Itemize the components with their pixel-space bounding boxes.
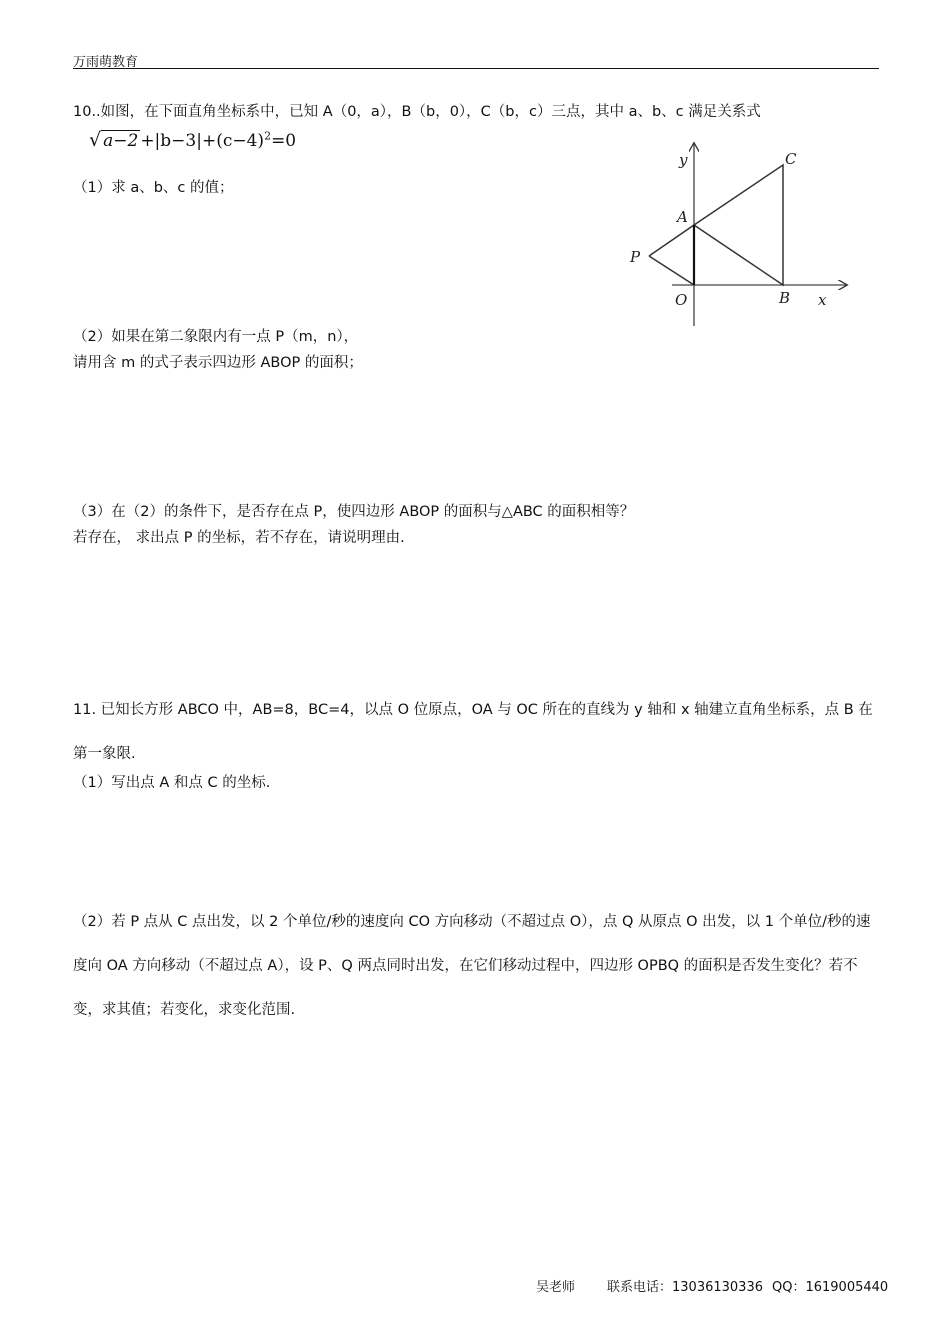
header-title: 万雨萌教育 xyxy=(73,55,139,70)
formula-equals: =0 xyxy=(271,131,297,151)
q10-coordinate-figure xyxy=(620,138,860,333)
label-c: C xyxy=(785,150,797,168)
q11-part1: （1）写出点 A 和点 C 的坐标. xyxy=(73,775,271,791)
footer-teacher: 吴老师 xyxy=(536,1280,576,1295)
label-x: x xyxy=(818,291,827,309)
formula-exponent: 2 xyxy=(264,129,272,143)
q11-part2: （2）若 P 点从 C 点出发，以 2 个单位/秒的速度向 CO 方向移动（不超过点 O），点 Q 从原点 O 出发，以 1 个单位/秒的速度向 OA 方向移动（不超过点 A），设 P、Q 两点同时出发，在它们移动过程中，四边形 OPBQ 的面积是否发生变化？若不变，求其值；若变化，求变化范围. xyxy=(73,914,871,1018)
segment-pa xyxy=(649,225,694,256)
formula-square: (c−4) xyxy=(216,131,265,151)
q10-formula: √ $a-2 +|b-3|+(c-4)^2=0$ xyxy=(89,129,297,151)
header-divider xyxy=(73,68,879,69)
q10-part2-line2: 请用含 m 的式子表示四边形 ABOP 的面积； xyxy=(73,355,363,371)
q10-part3-line1: （3）在（2）的条件下，是否存在点 P，使四边形 ABOP 的面积与△ABC 的面积相等？ xyxy=(73,504,635,520)
q10-part1: （1）求 a、b、c 的值； xyxy=(73,180,234,196)
label-b: B xyxy=(779,289,791,307)
triangle-abc xyxy=(694,165,783,285)
q10-intro: 10..如图，在下面直角坐标系中，已知 A（0，a），B（b，0），C（b，c）三点，其中 a、b、c 满足关系式 xyxy=(73,104,761,120)
q10-part3-line2: 若存在， 求出点 P 的坐标，若不存在，请说明理由. xyxy=(73,530,405,546)
segment-po xyxy=(649,256,694,285)
label-o: O xyxy=(675,291,688,309)
footer-qq: QQ：1619005440 xyxy=(772,1280,889,1295)
q11-intro: 11. 已知长方形 ABCO 中，AB=8，BC=4，以点 O 位原点，OA 与 OC 所在的直线为 y 轴和 x 轴建立直角坐标系，点 B 在第一象限. xyxy=(73,702,873,762)
label-y: y xyxy=(679,151,688,169)
label-a: A xyxy=(677,208,688,226)
formula-sqrt: a−2 xyxy=(103,131,139,151)
formula-abs: +|b−3|+ xyxy=(140,131,217,151)
footer-phone: 联系电话：13036130336 xyxy=(607,1280,763,1295)
label-p: P xyxy=(630,248,641,266)
q10-part2-line1: （2）如果在第二象限内有一点 P（m，n）， xyxy=(73,329,359,345)
